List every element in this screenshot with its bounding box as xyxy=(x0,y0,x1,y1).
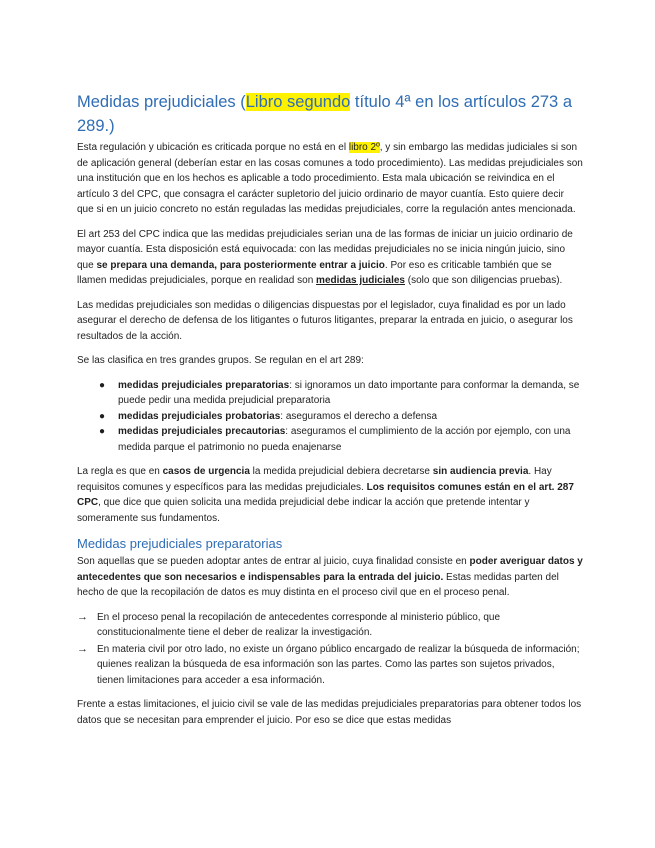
paragraph-clasificacion: Se las clasifica en tres grandes grupos. Se regulan en el art 289: xyxy=(77,355,364,366)
paragraph-definicion: Las medidas prejudiciales son medidas o diligencias dispuestas por el legislador, cuya finalidad es por un lado asegurar el derecho de defensa de los litigantes o futuros litigantes, preparar la entrada en juicio, o asegurar los resultados de la acción. xyxy=(77,299,573,342)
arrow-right-icon: → xyxy=(77,642,88,655)
list-text: : aseguramos el derecho a defensa xyxy=(280,410,438,422)
bullet-icon: ● xyxy=(99,410,106,422)
heading-text-start: Medidas prejudiciales ( xyxy=(77,93,246,111)
highlight-libro-2: libro 2º xyxy=(348,142,380,153)
classification-list xyxy=(77,378,583,456)
bold-underlined-run: medidas judiciales xyxy=(316,275,405,286)
bullet-icon: ● xyxy=(99,426,106,437)
paragraph-requisitos xyxy=(77,464,583,526)
bold-run: poder averiguar datos y antecedentes que son necesarios e indispensables para la entrada del juicio. xyxy=(77,556,583,583)
text-run: la medida prejudicial debiera decretarse xyxy=(249,466,433,477)
paragraph-art-253 xyxy=(77,227,583,289)
arrow-right-icon: → xyxy=(77,610,88,623)
text-run: . Por eso es criticable también que se llamen medidas prejudiciales, porque en realidad son xyxy=(77,259,552,286)
list-item xyxy=(77,610,583,641)
list-item xyxy=(77,642,583,689)
list-item xyxy=(77,409,583,425)
paragraph-frente: Frente a estas limitaciones, el juicio civil se vale de las medidas prejudiciales preparatorias para obtener todos los datos que se necesitan para emprender el juicio. Por eso se dice que estas medidas xyxy=(77,699,582,726)
document-body xyxy=(77,90,583,737)
arrow-list xyxy=(77,610,583,689)
list-text: : aseguramos el cumplimiento de la acción por ejemplo, con una medida parque el patrimonio no pueda enajenarse xyxy=(118,426,571,453)
list-text: En el proceso penal la recopilación de antecedentes corresponde al ministerio público, que constitucionalmente tiene el deber de realizar la investigación. xyxy=(97,611,501,638)
list-item xyxy=(77,424,583,455)
text-run: (solo que son diligencias pruebas). xyxy=(404,275,563,286)
text-run: El art 253 del CPC indica que las medidas prejudiciales serian una de las formas de iniciar un juicio ordinario de mayor cuantía. Esta disposición está equivocada: con las medidas prejudiciales no se inicia ningún juicio, sino que xyxy=(77,228,573,271)
paragraph-ubicacion xyxy=(77,140,583,218)
text-run: . Hay requisitos comunes y específicos para las medidas prejudiciales. xyxy=(77,466,552,493)
list-term: medidas prejudiciales precautorias xyxy=(118,426,286,437)
list-text: : si ignoramos un dato importante para conformar la demanda, se puede pedir una medida prejudicial preparatoria xyxy=(118,379,580,406)
text-run: , y sin embargo las medidas judiciales si son de aplicación general (deberían estar en las cosas comunes a todo procedimiento). Las medidas prejudiciales son una institución que en los hechos es aplicable a todo procedimiento. Esta mala ubicación se reivindica en el artículo 3 del CPC, que consagra el carácter supletorio del juicio ordinario de mayor cuantía. Esto quiere decir que si en un juicio concreto no están reguladas las medidas prejudiciales, corre la regulación antes mencionada. xyxy=(77,142,583,215)
section-heading xyxy=(77,90,583,138)
list-term: medidas prejudiciales probatorias xyxy=(118,410,281,422)
text-run: La regla es que en xyxy=(77,466,163,477)
bullet-icon: ● xyxy=(99,379,106,391)
subsection-heading: Medidas prejudiciales preparatorias xyxy=(77,536,283,551)
list-text: En materia civil por otro lado, no existe un órgano público encargado de realizar la búsqueda de información; quienes realizan la búsqueda de esa información son las partes. Como las partes son sujetos privados, tienen limitaciones para acceder a esa información. xyxy=(97,643,580,686)
bold-run: casos de urgencia xyxy=(162,466,250,477)
paragraph-preparatorias xyxy=(77,554,583,601)
text-run: Son aquellas que se pueden adoptar antes de entrar al juicio, cuya finalidad consiste en xyxy=(77,556,470,567)
text-run: Esta regulación y ubicación es criticada porque no está en el xyxy=(77,142,349,153)
bold-run: Los requisitos comunes están en el art. 287 CPC xyxy=(77,481,574,508)
heading-highlight: Libro segundo xyxy=(245,93,351,111)
text-run: , que dice que quien solicita una medida prejudicial debe indicar la acción que pretende intentar y someramente sus fundamentos. xyxy=(77,497,530,524)
bold-run: se prepara una demanda, para posteriormente entrar a juicio xyxy=(96,259,385,271)
heading-text-end: título 4ª en los artículos 273 a 289.) xyxy=(77,93,572,135)
bold-run: sin audiencia previa xyxy=(432,466,529,477)
list-item xyxy=(77,378,583,409)
list-term: medidas prejudiciales preparatorias xyxy=(118,379,290,391)
text-run: Estas medidas parten del hecho de que la recopilación de datos es muy distinta en el proceso civil que en el proceso penal. xyxy=(77,571,559,598)
